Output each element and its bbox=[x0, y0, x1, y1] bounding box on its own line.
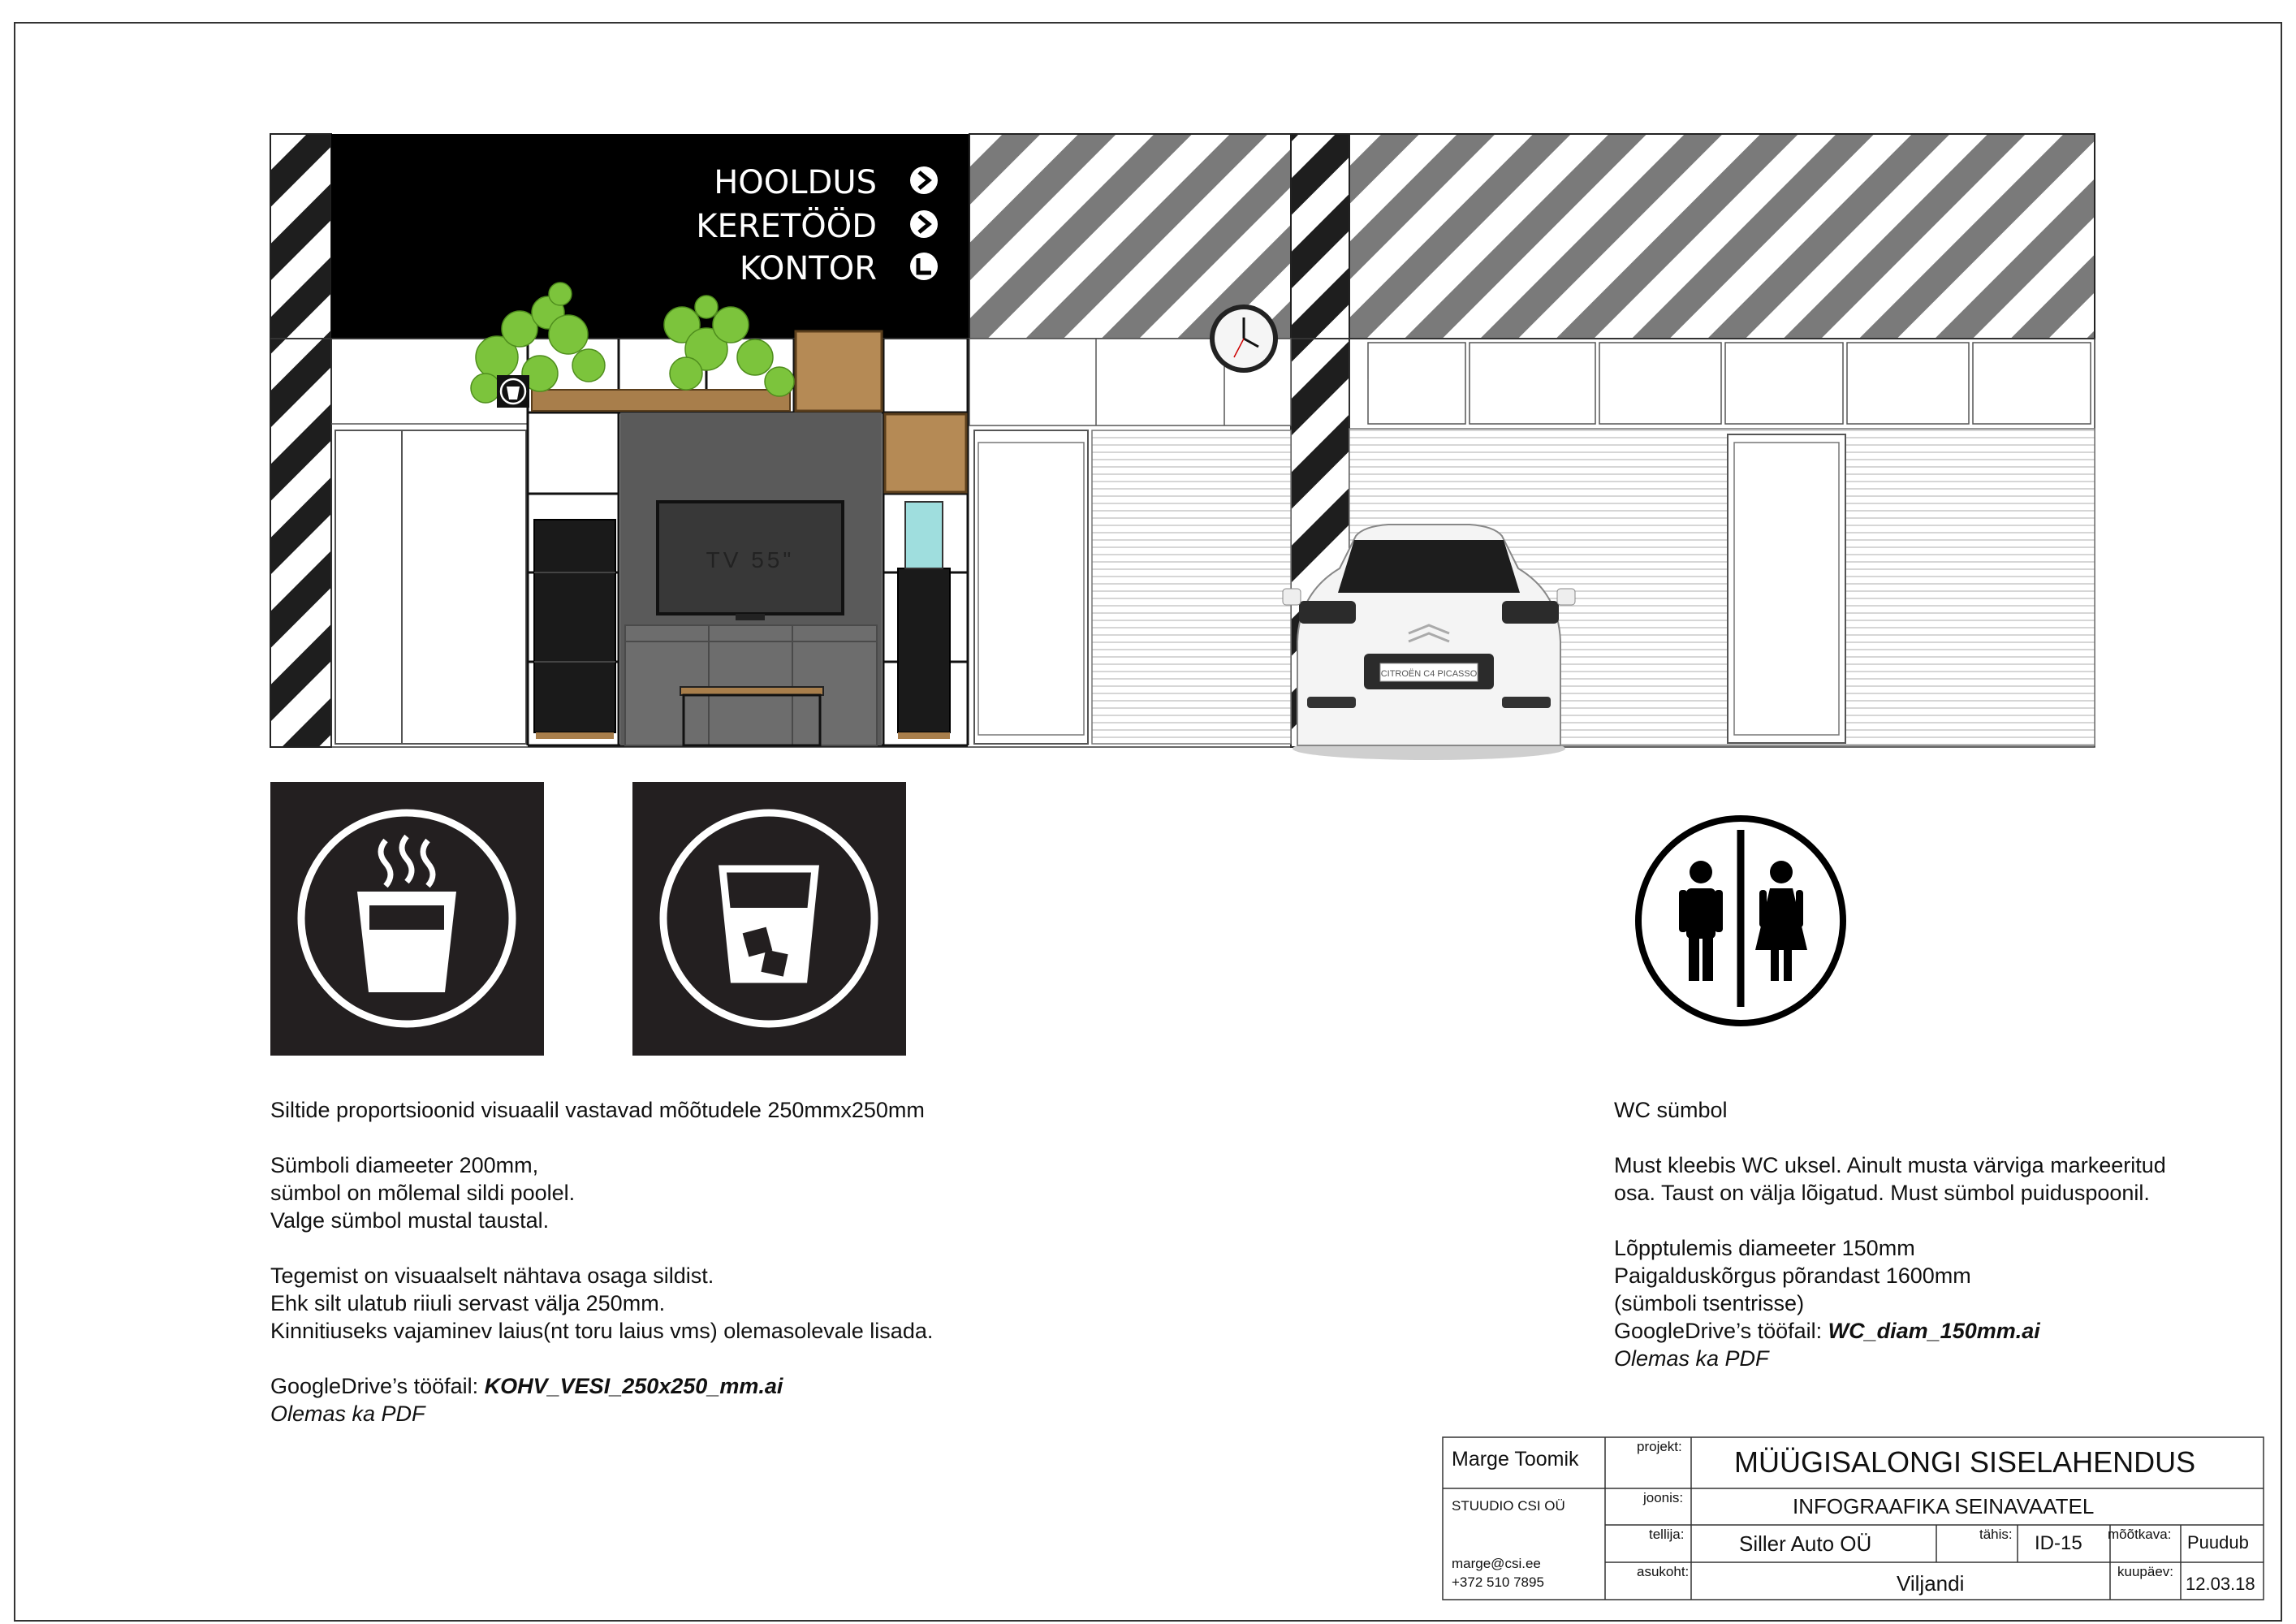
note-install-height: Paigalduskõrgus põrandast 1600mm bbox=[1614, 1263, 1971, 1288]
note-pdf: Olemas ka PDF bbox=[270, 1402, 425, 1426]
wc-sign bbox=[1638, 818, 1843, 1023]
asukoht-label: asukoht: bbox=[1637, 1564, 1690, 1579]
sign-hooldus: HOOLDUS bbox=[714, 164, 877, 201]
note-visible-part: Tegemist on visuaalselt nähtava osaga sildist. bbox=[270, 1263, 714, 1288]
wall-elevation bbox=[270, 134, 2095, 760]
hazard-stripe-left bbox=[270, 134, 331, 747]
note-final-diameter: Lõpptulemis diameeter 150mm bbox=[1614, 1236, 1915, 1260]
note-pdf: Olemas ka PDF bbox=[1614, 1346, 1769, 1371]
tv-cabinet bbox=[625, 625, 877, 745]
wall-clock bbox=[1210, 304, 1278, 373]
designer-phone: +372 510 7895 bbox=[1452, 1574, 1544, 1590]
note-colors: Valge sümbol mustal taustal. bbox=[270, 1208, 550, 1233]
tellija-label: tellija: bbox=[1649, 1527, 1685, 1542]
speaker-left bbox=[534, 520, 615, 732]
projekt-label: projekt: bbox=[1637, 1439, 1682, 1454]
note-both-sides: sümbol on mõlemal sildi poolel. bbox=[270, 1181, 576, 1205]
sign-kontor: KONTOR bbox=[739, 250, 877, 287]
right-notes bbox=[1614, 1096, 2247, 1372]
wc-title: WC sümbol bbox=[1614, 1098, 1728, 1122]
coffee-sign bbox=[270, 782, 544, 1056]
car-plate: CITROËN C4 PICASSO bbox=[1380, 669, 1478, 679]
arrow-right-icon bbox=[910, 166, 938, 194]
file-name: KOHV_VESI_250x250_mm.ai bbox=[484, 1374, 783, 1398]
note-file: GoogleDrive’s tööfail: KOHV_VESI_250x250_mm.ai bbox=[270, 1374, 783, 1398]
note-center: (sümboli tsentrisse) bbox=[1614, 1291, 1805, 1315]
note-diameter: Sümboli diameeter 200mm, bbox=[270, 1153, 539, 1177]
file-name: WC_diam_150mm.ai bbox=[1828, 1319, 2040, 1343]
corner-arrow-icon bbox=[910, 253, 938, 280]
speaker-right bbox=[898, 568, 950, 732]
arrow-right-icon bbox=[910, 210, 938, 238]
window-blinds-1 bbox=[1092, 430, 1291, 744]
note-sticker: Must kleebis WC uksel. Ainult musta värviga markeeritud bbox=[1614, 1153, 2166, 1177]
water-sign bbox=[632, 782, 906, 1056]
location: Viljandi bbox=[1897, 1571, 1965, 1596]
note-mounting: Kinnitiuseks vajaminev laius(nt toru laius vms) olemasolevale lisada. bbox=[270, 1319, 934, 1343]
ice-cube-icon bbox=[761, 949, 788, 976]
studio-name: STUUDIO CSI OÜ bbox=[1452, 1498, 1565, 1514]
designer-email: marge@csi.ee bbox=[1452, 1556, 1541, 1571]
note-file: GoogleDrive’s tööfail: WC_diam_150mm.ai bbox=[1614, 1319, 2040, 1343]
kuupaev-label: kuupäev: bbox=[2117, 1564, 2173, 1579]
small-coffee-sign bbox=[497, 375, 529, 408]
joonis-label: joonis: bbox=[1643, 1490, 1684, 1505]
planter-box bbox=[532, 390, 790, 411]
door-left bbox=[335, 430, 526, 744]
wood-panel-top bbox=[796, 331, 882, 411]
right-wall-bays bbox=[1368, 343, 2091, 424]
sign-keretood: KERETÖÖD bbox=[696, 208, 877, 245]
mootkava-label: mõõtkava: bbox=[2108, 1527, 2172, 1542]
note-background: osa. Taust on välja lõigatud. Must sümbol puiduspoonil. bbox=[1614, 1181, 2150, 1205]
left-notes bbox=[270, 1096, 1001, 1427]
note-proportions: Siltide proportsioonid visuaalil vastavad mõõtudele 250mmx250mm bbox=[270, 1098, 925, 1122]
designer-name: Marge Toomik bbox=[1452, 1448, 1579, 1471]
tahis-label: tähis: bbox=[1979, 1527, 2013, 1542]
wood-panel-right bbox=[885, 414, 966, 492]
water-dispenser bbox=[905, 502, 943, 568]
drawing-id: ID-15 bbox=[2035, 1532, 2082, 1554]
drawing-title: INFOGRAAFIKA SEINAVAATEL bbox=[1793, 1494, 2095, 1518]
scale-value: Puudub bbox=[2187, 1532, 2249, 1553]
tv-label: TV 55" bbox=[706, 547, 795, 572]
project-title: MÜÜGISALONGI SISELAHENDUS bbox=[1734, 1445, 2196, 1479]
gray-stripe-band-2 bbox=[1349, 134, 2095, 339]
date: 12.03.18 bbox=[2186, 1574, 2255, 1594]
note-overhang: Ehk silt ulatub riiuli servast välja 250mm. bbox=[270, 1291, 666, 1315]
client-name: Siller Auto OÜ bbox=[1739, 1531, 1872, 1556]
